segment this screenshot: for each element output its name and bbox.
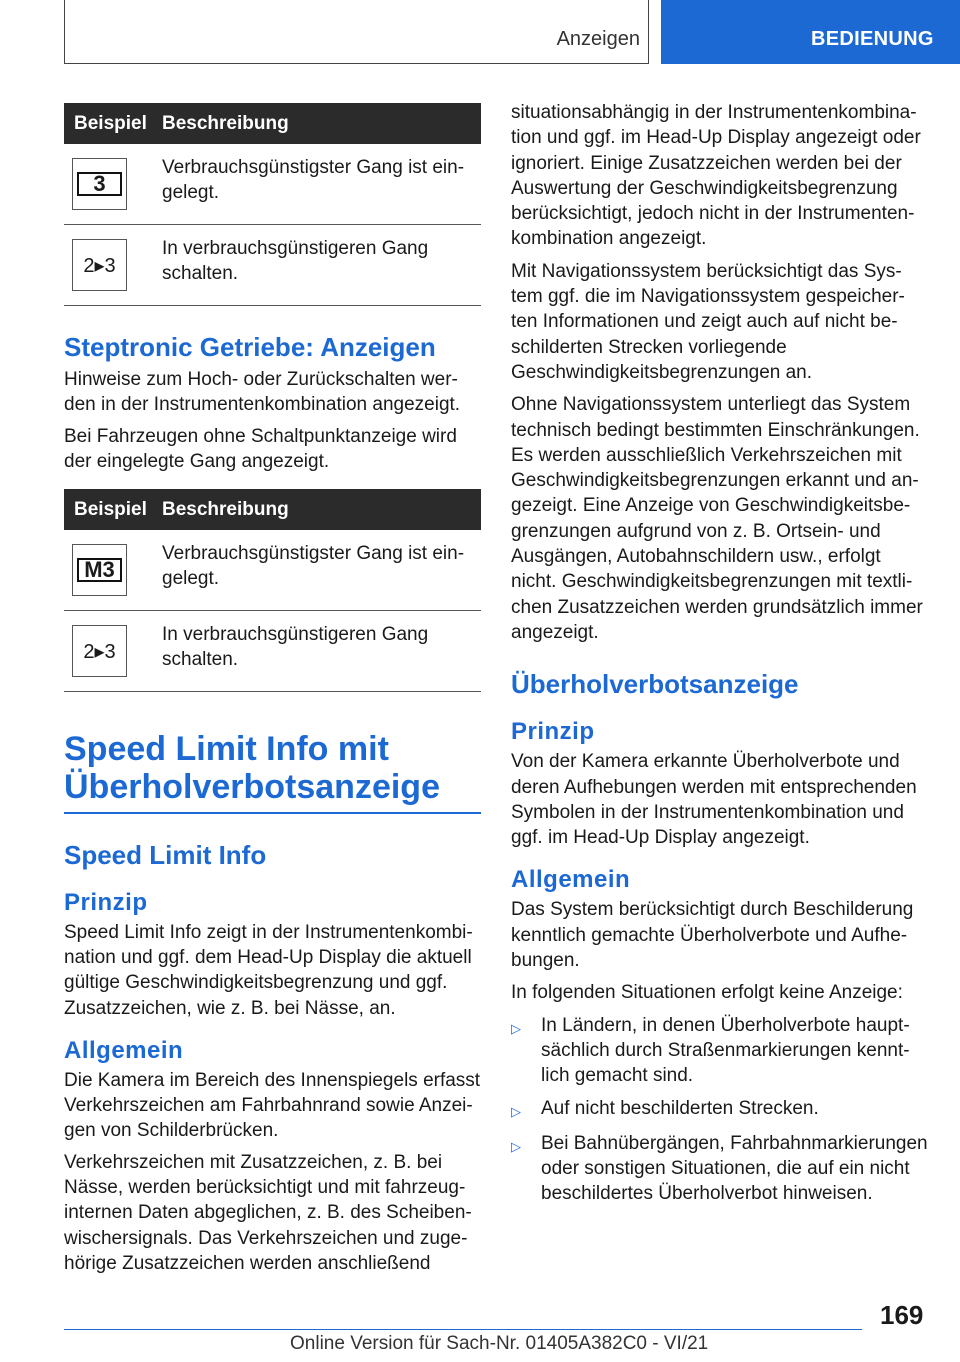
prinzip-heading: Prinzip xyxy=(511,718,595,746)
table-row xyxy=(64,144,481,225)
allgemein-paragraph-1: Die Kamera im Bereich des Innenspiegels erfasst Verkehrszeichen am Fahrbahnrand sowie Anzei-gen von Schilderbrücken. xyxy=(64,1069,481,1142)
prinzip-heading: Prinzip xyxy=(64,888,148,916)
steptronic-heading: Steptronic Getriebe: Anzeigen xyxy=(64,332,436,362)
right-paragraph-1: situationsabhängig in der Instrumentenkombina-tion und ggf. im Head-Up Display angezeigt oder ignoriert. Einige Zusatzzeichen werden bei der Auswertung der Geschwindigkeitsbegrenzung berücksichtigt, jedoch nicht in der Instrumenten-kombination angezeigt. xyxy=(511,102,921,250)
right-column xyxy=(511,100,931,1207)
column-header-example: Beispiel xyxy=(64,103,162,144)
gear-3-icon: 3 xyxy=(72,158,127,210)
shift-up-icon: 2▸3 xyxy=(72,239,127,291)
footer-rule xyxy=(64,1329,862,1330)
table-row xyxy=(64,611,481,692)
table-row xyxy=(64,530,481,611)
row-description: In verbrauchsgünstigeren Gang schalten. xyxy=(162,611,481,692)
speed-limit-heading: Speed Limit Info xyxy=(64,839,267,870)
gear-table-1 xyxy=(64,103,481,306)
prinzip-paragraph: Speed Limit Info zeigt in der Instrumentenkombi-nation und ggf. dem Head-Up Display die aktuell gültige Geschwindigkeitsbegrenzung und ggf. Zusatzzeichen, wie z. B. bei Nässe, an. xyxy=(64,921,473,1019)
left-column xyxy=(64,103,481,1276)
column-header-description: Beschreibung xyxy=(162,489,481,530)
table-header-row xyxy=(64,489,481,530)
list-item: ▷ Bei Bahnübergängen, Fahrbahnmarkierungen oder sonstigen Situationen, die auf ein nicht beschildertes Überholverbot hinweisen. xyxy=(511,1131,931,1207)
right-paragraph-3: Ohne Navigationssystem unterliegt das System technisch bedingt bestimmten Einschränkungen. Es werden ausschließlich Verkehrszeichen mit Geschwindigkeitsbegrenzungen erkannt und an-gezeigt. Eine Anzeige von Geschwindigkeitsbe-grenzungen aufgrund von z. B. Ortsein- und Ausgängen, Autobahnschildern usw., erfolgt nicht. Geschwindigkeitsbegrenzungen mit textli-chen Zusatzzeichen werden grundsätzlich immer angezeigt. xyxy=(511,394,923,643)
triangle-bullet-icon: ▷ xyxy=(511,1138,521,1154)
triangle-bullet-icon: ▷ xyxy=(511,1020,521,1036)
triangle-bullet-icon: ▷ xyxy=(511,1103,521,1119)
header-section-title: Anzeigen xyxy=(556,28,640,50)
column-header-example: Beispiel xyxy=(64,489,162,530)
steptronic-paragraph-1: Hinweise zum Hoch- oder Zurückschalten wer-den in der Instrumentenkombination angezeigt. xyxy=(64,369,461,416)
allgemein-paragraph-1: Das System berücksichtigt durch Beschilderung kenntlich gemachte Überholverbote und Aufhe-bungen. xyxy=(511,899,914,972)
list-item: ▷ Auf nicht beschilderten Strecken. xyxy=(511,1096,931,1124)
chapter-heading: Speed Limit Info mit Überholverbotsanzeige xyxy=(64,730,440,807)
header-chapter-tab[interactable]: BEDIENUNG xyxy=(661,0,960,64)
ueberhol-heading: Überholverbotsanzeige xyxy=(511,669,799,700)
column-header-description: Beschreibung xyxy=(162,103,481,144)
allgemein-heading: Allgemein xyxy=(511,866,631,894)
gear-table-2 xyxy=(64,489,481,692)
allgemein-paragraph-2: In folgenden Situationen erfolgt keine Anzeige: xyxy=(511,982,903,1004)
table-row xyxy=(64,225,481,306)
shift-up-icon: 2▸3 xyxy=(72,625,127,677)
row-description: Verbrauchsgünstigster Gang ist ein-gelegt. xyxy=(162,530,481,611)
online-version-footer: Online Version für Sach-Nr. 01405A382C0 - VI/21 xyxy=(290,1333,709,1354)
prinzip-paragraph: Von der Kamera erkannte Überholverbote und deren Aufhebungen werden mit entsprechenden Symbolen in der Instrumentenkombination und ggf. im Head-Up Display angezeigt. xyxy=(511,751,917,849)
allgemein-paragraph-2: Verkehrszeichen mit Zusatzzeichen, z. B. bei Nässe, werden berücksichtigt und mit fahrzeug-internen Daten abgeglichen, z. B. des Scheiben-wischersignals. Das Verkehrszeichen und zuge-hörige Zusatzzeichen werden anschließend xyxy=(64,1151,472,1274)
page-number: 169 xyxy=(880,1300,924,1330)
right-paragraph-2: Mit Navigationssystem berücksichtigt das Sys-tem ggf. die im Navigationssystem gespeicher-ten Informationen und zeigt auch auf nicht be-schilderten Strecken vorliegende Geschwindigkeitsbegrenzungen an. xyxy=(511,260,905,383)
list-item: ▷ In Ländern, in denen Überholverbote haupt-sächlich durch Straßenmarkierungen kennt-lich gemacht sind. xyxy=(511,1013,931,1089)
row-description: Verbrauchsgünstigster Gang ist ein-gelegt. xyxy=(162,144,481,225)
allgemein-heading: Allgemein xyxy=(64,1036,184,1064)
row-description: In verbrauchsgünstigeren Gang schalten. xyxy=(162,225,481,306)
steptronic-paragraph-2: Bei Fahrzeugen ohne Schaltpunktanzeige wird der eingelegte Gang angezeigt. xyxy=(64,425,457,472)
manual-gear-icon: M3 xyxy=(72,544,127,596)
table-header-row xyxy=(64,103,481,144)
